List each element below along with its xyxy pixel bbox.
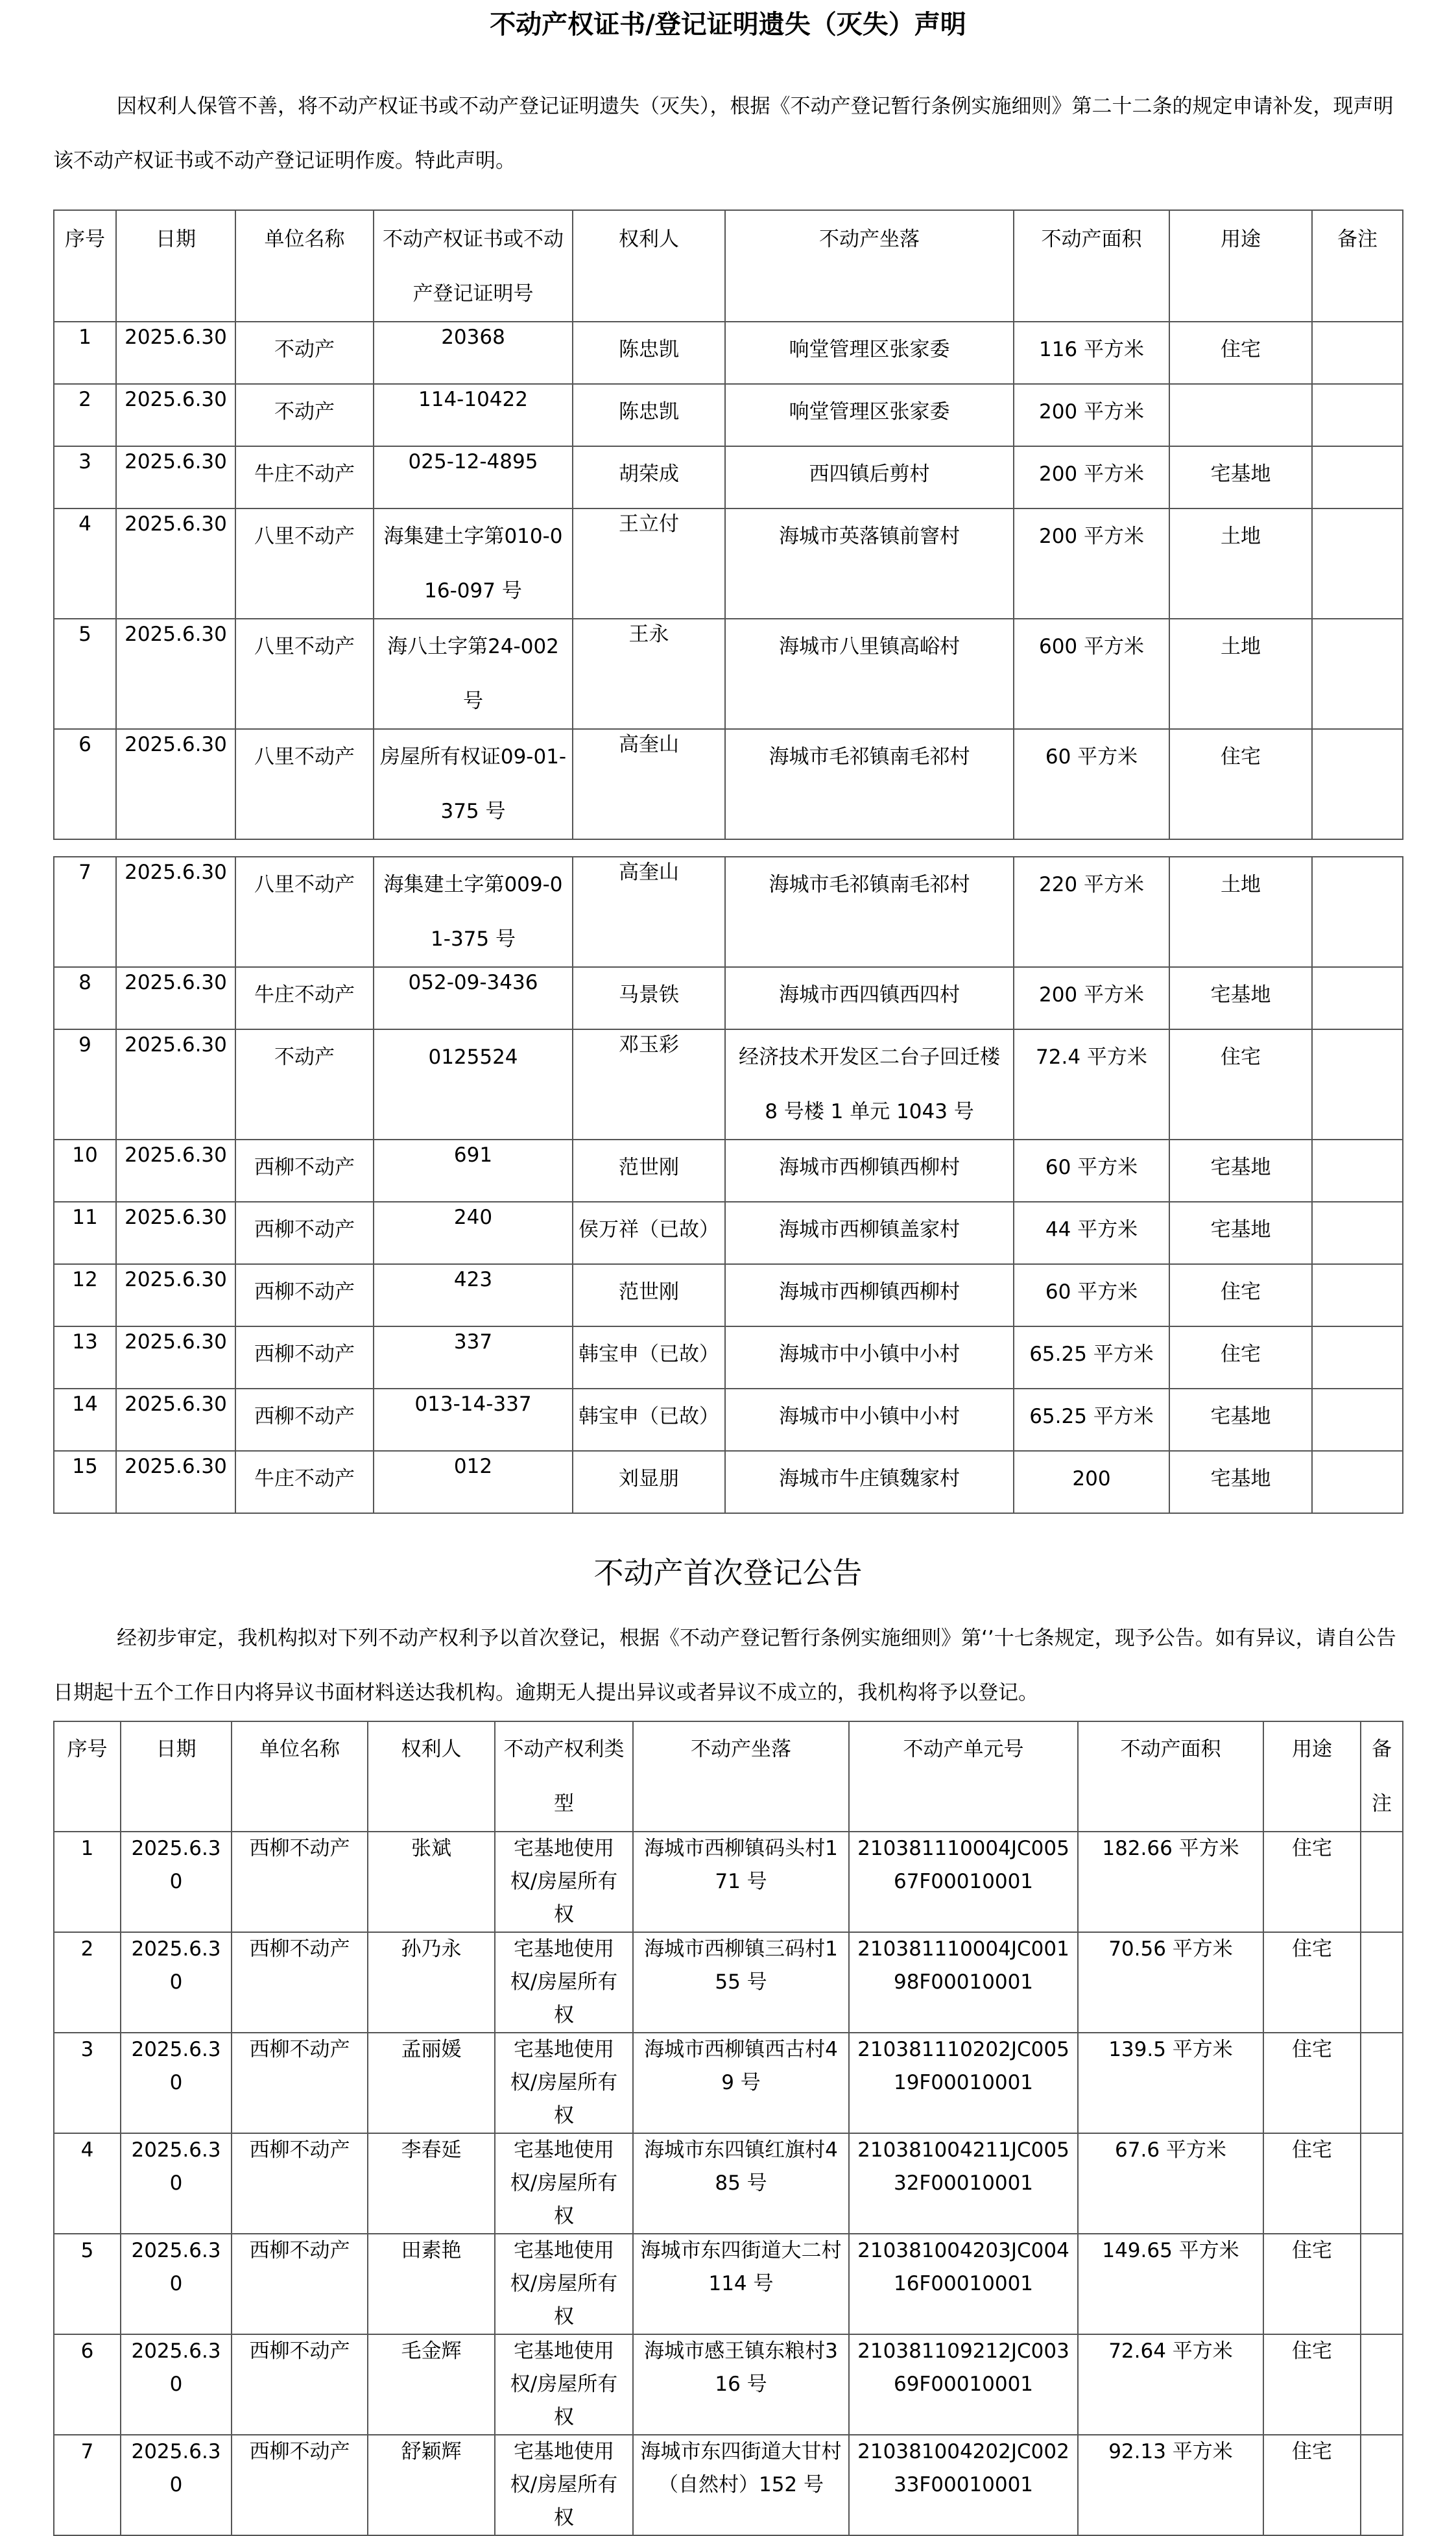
cell-index: 2: [54, 1932, 121, 2033]
cell-cert-no: 海八土字第24-002 号: [374, 619, 573, 729]
cell-unit: 牛庄不动产: [235, 967, 374, 1029]
cell-location: 经济技术开发区二台子回迁楼 8 号楼 1 单元 1043 号: [725, 1029, 1014, 1140]
cell-owner: 范世刚: [573, 1140, 725, 1202]
cell-location: 海城市中小镇中小村: [725, 1326, 1014, 1389]
table-row: [54, 2033, 1403, 2133]
table-row: [54, 967, 1403, 1029]
cell-area: 600 平方米: [1014, 619, 1169, 729]
table-row: [54, 2334, 1403, 2435]
cell-date: 2025.6.30: [116, 1140, 235, 1202]
cell-location: 海城市西柳镇码头村171 号: [633, 1832, 849, 1932]
cell-location: 海城市西柳镇盖家村: [725, 1202, 1014, 1264]
cell-unit: 不动产: [235, 384, 374, 446]
cell-cert-no: 691: [374, 1140, 573, 1202]
cell-remark: [1312, 619, 1403, 729]
cell-index: 3: [54, 2033, 121, 2133]
cell-use: 宅基地: [1169, 967, 1312, 1029]
col-header-index: 序号: [54, 210, 116, 322]
cell-owner: 张斌: [368, 1832, 495, 1932]
cell-remark: [1312, 1389, 1403, 1451]
cell-date: 2025.6.30: [121, 2435, 232, 2535]
cell-location: 海城市西四镇西四村: [725, 967, 1014, 1029]
cell-location: 海城市八里镇高峪村: [725, 619, 1014, 729]
table-row: [54, 1264, 1403, 1326]
cell-index: 7: [54, 2435, 121, 2535]
cell-owner: 陈忠凯: [573, 322, 725, 384]
cell-unit-no: 210381110004JC00567F00010001: [849, 1832, 1078, 1932]
cell-cert-no: 240: [374, 1202, 573, 1264]
table-row: [54, 857, 1403, 967]
col-header-area: 不动产面积: [1078, 1721, 1263, 1832]
cell-location: 海城市西柳镇西古村49 号: [633, 2033, 849, 2133]
cell-unit-no: 210381110004JC00198F00010001: [849, 1932, 1078, 2033]
cell-cert-no: 20368: [374, 322, 573, 384]
col-header-owner: 权利人: [573, 210, 725, 322]
cell-use: [1169, 384, 1312, 446]
cell-date: 2025.6.30: [116, 729, 235, 839]
cell-index: 12: [54, 1264, 116, 1326]
cell-cert-no: 114-10422: [374, 384, 573, 446]
cell-area: 44 平方米: [1014, 1202, 1169, 1264]
notice-intro: 因权利人保管不善，将不动产权证书或不动产登记证明遗失（灭失），根据《不动产登记暂行条例实施细则》第二十二条的规定申请补发，现声明该不动产权证书或不动产登记证明作废。特此声明。: [53, 95, 1394, 173]
cell-remark: [1312, 1264, 1403, 1326]
cell-owner: 侯万祥（已故）: [573, 1202, 725, 1264]
cell-use: 住宅: [1169, 1029, 1312, 1140]
cell-date: 2025.6.30: [121, 1832, 232, 1932]
cell-owner: 高奎山: [573, 729, 725, 839]
cell-use: 宅基地: [1169, 1389, 1312, 1451]
col-header-cert-no: 不动产权证书或不动产登记证明号: [374, 210, 573, 322]
col-header-right-type: 不动产权利类型: [495, 1721, 633, 1832]
lost-certificate-table: [53, 209, 1403, 840]
cell-right-type: 宅基地使用权/房屋所有权: [495, 2133, 633, 2234]
col-header-unit-no: 不动产单元号: [849, 1721, 1078, 1832]
cell-date: 2025.6.30: [121, 2133, 232, 2234]
cell-remark: [1361, 2234, 1403, 2334]
cell-unit: 不动产: [235, 322, 374, 384]
cell-remark: [1361, 1932, 1403, 2033]
cell-location: 海城市毛祁镇南毛祁村: [725, 857, 1014, 967]
col-header-unit: 单位名称: [235, 210, 374, 322]
cell-use: 住宅: [1263, 2234, 1361, 2334]
cell-area: 72.64 平方米: [1078, 2334, 1263, 2435]
cell-cert-no: 012: [374, 1451, 573, 1513]
cell-use: 住宅: [1169, 322, 1312, 384]
cell-date: 2025.6.30: [116, 1451, 235, 1513]
cell-use: 土地: [1169, 508, 1312, 619]
col-header-remark: 备注: [1312, 210, 1403, 322]
cell-location: 响堂管理区张家委: [725, 322, 1014, 384]
cell-use: 住宅: [1169, 1264, 1312, 1326]
cell-right-type: 宅基地使用权/房屋所有权: [495, 2334, 633, 2435]
cell-cert-no: 海集建土字第009-01-375 号: [374, 857, 573, 967]
cell-owner: 舒颖辉: [368, 2435, 495, 2535]
cell-area: 60 平方米: [1014, 729, 1169, 839]
cell-right-type: 宅基地使用权/房屋所有权: [495, 1832, 633, 1932]
cell-unit: 西柳不动产: [232, 2033, 368, 2133]
cell-use: 住宅: [1169, 729, 1312, 839]
cell-date: 2025.6.30: [121, 1932, 232, 2033]
cell-date: 2025.6.30: [116, 967, 235, 1029]
cell-remark: [1361, 2334, 1403, 2435]
cell-use: 宅基地: [1169, 1451, 1312, 1513]
cell-location: 海城市东四街道大甘村（自然村）152 号: [633, 2435, 849, 2535]
cell-cert-no: 013-14-337: [374, 1389, 573, 1451]
col-header-date: 日期: [121, 1721, 232, 1832]
cell-area: 70.56 平方米: [1078, 1932, 1263, 2033]
cell-remark: [1312, 1202, 1403, 1264]
cell-location: 海城市英落镇前窨村: [725, 508, 1014, 619]
cell-use: 住宅: [1263, 2435, 1361, 2535]
col-header-remark: 备注: [1361, 1721, 1403, 1832]
cell-remark: [1312, 1451, 1403, 1513]
cell-owner: 胡荣成: [573, 446, 725, 508]
cell-use: 宅基地: [1169, 446, 1312, 508]
table-row: [54, 619, 1403, 729]
cell-remark: [1312, 1140, 1403, 1202]
cell-location: 海城市牛庄镇魏家村: [725, 1451, 1014, 1513]
cell-remark: [1312, 857, 1403, 967]
cell-unit: 八里不动产: [235, 508, 374, 619]
cell-date: 2025.6.30: [116, 619, 235, 729]
cell-unit: 西柳不动产: [235, 1140, 374, 1202]
cell-remark: [1312, 1326, 1403, 1389]
col-header-location: 不动产坐落: [725, 210, 1014, 322]
cell-area: 65.25 平方米: [1014, 1326, 1169, 1389]
cell-index: 8: [54, 967, 116, 1029]
cell-unit: 不动产: [235, 1029, 374, 1140]
cell-location: 海城市中小镇中小村: [725, 1389, 1014, 1451]
col-header-date: 日期: [116, 210, 235, 322]
cell-index: 11: [54, 1202, 116, 1264]
cell-cert-no: 0125524: [374, 1029, 573, 1140]
table-row: [54, 446, 1403, 508]
cell-unit: 西柳不动产: [235, 1389, 374, 1451]
cell-date: 2025.6.30: [116, 1202, 235, 1264]
cell-index: 6: [54, 2334, 121, 2435]
cell-area: 200 平方米: [1014, 967, 1169, 1029]
cell-owner: 毛金辉: [368, 2334, 495, 2435]
cell-location: 西四镇后剪村: [725, 446, 1014, 508]
table-row: [54, 1932, 1403, 2033]
cell-unit: 牛庄不动产: [235, 1451, 374, 1513]
cell-index: 6: [54, 729, 116, 839]
cell-right-type: 宅基地使用权/房屋所有权: [495, 1932, 633, 2033]
cell-owner: 邓玉彩: [573, 1029, 725, 1140]
cell-index: 2: [54, 384, 116, 446]
col-header-location: 不动产坐落: [633, 1721, 849, 1832]
cell-unit: 西柳不动产: [235, 1326, 374, 1389]
cell-index: 9: [54, 1029, 116, 1140]
cell-area: 200 平方米: [1014, 508, 1169, 619]
cell-date: 2025.6.30: [116, 322, 235, 384]
col-header-use: 用途: [1169, 210, 1312, 322]
cell-unit-no: 210381004211JC00532F00010001: [849, 2133, 1078, 2234]
cell-owner: 陈忠凯: [573, 384, 725, 446]
cell-remark: [1361, 2435, 1403, 2535]
table-row: [54, 729, 1403, 839]
cell-remark: [1361, 2133, 1403, 2234]
cell-location: 海城市感王镇东粮村316 号: [633, 2334, 849, 2435]
cell-unit-no: 210381109212JC00369F00010001: [849, 2334, 1078, 2435]
cell-date: 2025.6.30: [121, 2334, 232, 2435]
table-header-row: [54, 210, 1403, 322]
cell-date: 2025.6.30: [116, 446, 235, 508]
cell-area: 92.13 平方米: [1078, 2435, 1263, 2535]
cell-owner: 田素艳: [368, 2234, 495, 2334]
cell-index: 1: [54, 1832, 121, 1932]
cell-date: 2025.6.30: [116, 857, 235, 967]
cell-cert-no: 海集建土字第010-016-097 号: [374, 508, 573, 619]
table-row: [54, 1202, 1403, 1264]
cell-use: 宅基地: [1169, 1140, 1312, 1202]
cell-area: 116 平方米: [1014, 322, 1169, 384]
cell-index: 1: [54, 322, 116, 384]
cell-date: 2025.6.30: [116, 1264, 235, 1326]
cell-remark: [1312, 384, 1403, 446]
cell-area: 182.66 平方米: [1078, 1832, 1263, 1932]
cell-unit: 西柳不动产: [235, 1202, 374, 1264]
cell-remark: [1312, 729, 1403, 839]
cell-area: 67.6 平方米: [1078, 2133, 1263, 2234]
cell-unit: 西柳不动产: [232, 2435, 368, 2535]
cell-unit: 西柳不动产: [232, 2234, 368, 2334]
cell-use: 住宅: [1263, 1932, 1361, 2033]
cell-index: 13: [54, 1326, 116, 1389]
cell-use: 宅基地: [1169, 1202, 1312, 1264]
cell-owner: 马景铁: [573, 967, 725, 1029]
cell-date: 2025.6.30: [116, 1029, 235, 1140]
cell-use: 住宅: [1263, 1832, 1361, 1932]
cell-owner: 刘显朋: [573, 1451, 725, 1513]
cell-area: 200: [1014, 1451, 1169, 1513]
cell-right-type: 宅基地使用权/房屋所有权: [495, 2234, 633, 2334]
cell-unit-no: 210381004202JC00233F00010001: [849, 2435, 1078, 2535]
table-row: [54, 1326, 1403, 1389]
table-row: [54, 2435, 1403, 2535]
cell-date: 2025.6.30: [121, 2033, 232, 2133]
cell-owner: 高奎山: [573, 857, 725, 967]
cell-cert-no: 423: [374, 1264, 573, 1326]
cell-cert-no: 052-09-3436: [374, 967, 573, 1029]
announcement-title: 不动产首次登记公告: [593, 1555, 863, 1590]
cell-location: 海城市西柳镇三码村155 号: [633, 1932, 849, 2033]
cell-index: 7: [54, 857, 116, 967]
cell-unit: 西柳不动产: [232, 1932, 368, 2033]
table-row: [54, 1140, 1403, 1202]
cell-unit: 八里不动产: [235, 729, 374, 839]
first-registration-table: [53, 1721, 1403, 2536]
table-row: [54, 384, 1403, 446]
cell-right-type: 宅基地使用权/房屋所有权: [495, 2033, 633, 2133]
cell-area: 200 平方米: [1014, 446, 1169, 508]
cell-use: 住宅: [1263, 2334, 1361, 2435]
col-header-use: 用途: [1263, 1721, 1361, 1832]
cell-date: 2025.6.30: [116, 1326, 235, 1389]
cell-cert-no: 房屋所有权证09-01-375 号: [374, 729, 573, 839]
cell-unit: 西柳不动产: [232, 1832, 368, 1932]
cell-area: 149.65 平方米: [1078, 2234, 1263, 2334]
cell-index: 5: [54, 2234, 121, 2334]
cell-location: 海城市毛祁镇南毛祁村: [725, 729, 1014, 839]
cell-unit: 八里不动产: [235, 857, 374, 967]
cell-unit: 西柳不动产: [232, 2133, 368, 2234]
col-header-index: 序号: [54, 1721, 121, 1832]
cell-area: 60 平方米: [1014, 1264, 1169, 1326]
cell-index: 10: [54, 1140, 116, 1202]
announcement-intro: 经初步审定，我机构拟对下列不动产权利予以首次登记，根据《不动产登记暂行条例实施细则》第‘’十七条规定，现予公告。如有异议，请自公告日期起十五个工作日内将异议书面材料送达我机构。逾期无人提出异议或者异议不成立的，我机构将予以登记。: [53, 1627, 1396, 1705]
cell-date: 2025.6.30: [116, 384, 235, 446]
table-header-row: [54, 1721, 1403, 1832]
cell-unit: 牛庄不动产: [235, 446, 374, 508]
cell-index: 4: [54, 2133, 121, 2234]
cell-area: 220 平方米: [1014, 857, 1169, 967]
cell-use: 土地: [1169, 619, 1312, 729]
cell-remark: [1312, 322, 1403, 384]
cell-area: 60 平方米: [1014, 1140, 1169, 1202]
cell-unit: 西柳不动产: [235, 1264, 374, 1326]
cell-index: 3: [54, 446, 116, 508]
table-row: [54, 1832, 1403, 1932]
cell-unit-no: 210381110202JC00519F00010001: [849, 2033, 1078, 2133]
cell-area: 65.25 平方米: [1014, 1389, 1169, 1451]
cell-owner: 韩宝申（已故）: [573, 1389, 725, 1451]
cell-remark: [1312, 446, 1403, 508]
cell-area: 139.5 平方米: [1078, 2033, 1263, 2133]
cell-cert-no: 337: [374, 1326, 573, 1389]
cell-use: 住宅: [1169, 1326, 1312, 1389]
cell-index: 15: [54, 1451, 116, 1513]
cell-date: 2025.6.30: [121, 2234, 232, 2334]
cell-remark: [1361, 2033, 1403, 2133]
cell-index: 5: [54, 619, 116, 729]
cell-index: 14: [54, 1389, 116, 1451]
table-row: [54, 1029, 1403, 1140]
cell-owner: 孟丽媛: [368, 2033, 495, 2133]
cell-area: 72.4 平方米: [1014, 1029, 1169, 1140]
cell-remark: [1312, 967, 1403, 1029]
cell-right-type: 宅基地使用权/房屋所有权: [495, 2435, 633, 2535]
cell-owner: 范世刚: [573, 1264, 725, 1326]
col-header-owner: 权利人: [368, 1721, 495, 1832]
cell-date: 2025.6.30: [116, 1389, 235, 1451]
table-row: [54, 322, 1403, 384]
cell-use: 住宅: [1263, 2033, 1361, 2133]
cell-unit-no: 210381004203JC00416F00010001: [849, 2234, 1078, 2334]
table-row: [54, 1451, 1403, 1513]
col-header-unit: 单位名称: [232, 1721, 368, 1832]
cell-owner: 韩宝申（已故）: [573, 1326, 725, 1389]
cell-location: 海城市西柳镇西柳村: [725, 1140, 1014, 1202]
cell-unit: 西柳不动产: [232, 2334, 368, 2435]
notice-title: 不动产权证书/登记证明遗失（灭失）声明: [490, 10, 966, 40]
cell-remark: [1361, 1832, 1403, 1932]
cell-location: 海城市西柳镇西柳村: [725, 1264, 1014, 1326]
cell-area: 200 平方米: [1014, 384, 1169, 446]
col-header-area: 不动产面积: [1014, 210, 1169, 322]
cell-use: 住宅: [1263, 2133, 1361, 2234]
cell-owner: 孙乃永: [368, 1932, 495, 2033]
table-row: [54, 508, 1403, 619]
cell-unit: 八里不动产: [235, 619, 374, 729]
cell-owner: 王永: [573, 619, 725, 729]
cell-location: 海城市东四街道大二村 114 号: [633, 2234, 849, 2334]
cell-location: 海城市东四镇红旗村485 号: [633, 2133, 849, 2234]
cell-index: 4: [54, 508, 116, 619]
cell-cert-no: 025-12-4895: [374, 446, 573, 508]
cell-owner: 李春延: [368, 2133, 495, 2234]
lost-certificate-table-continued: [53, 856, 1403, 1514]
cell-remark: [1312, 508, 1403, 619]
cell-date: 2025.6.30: [116, 508, 235, 619]
table-row: [54, 2133, 1403, 2234]
table-row: [54, 2234, 1403, 2334]
cell-use: 土地: [1169, 857, 1312, 967]
cell-location: 响堂管理区张家委: [725, 384, 1014, 446]
cell-remark: [1312, 1029, 1403, 1140]
cell-owner: 王立付: [573, 508, 725, 619]
table-row: [54, 1389, 1403, 1451]
